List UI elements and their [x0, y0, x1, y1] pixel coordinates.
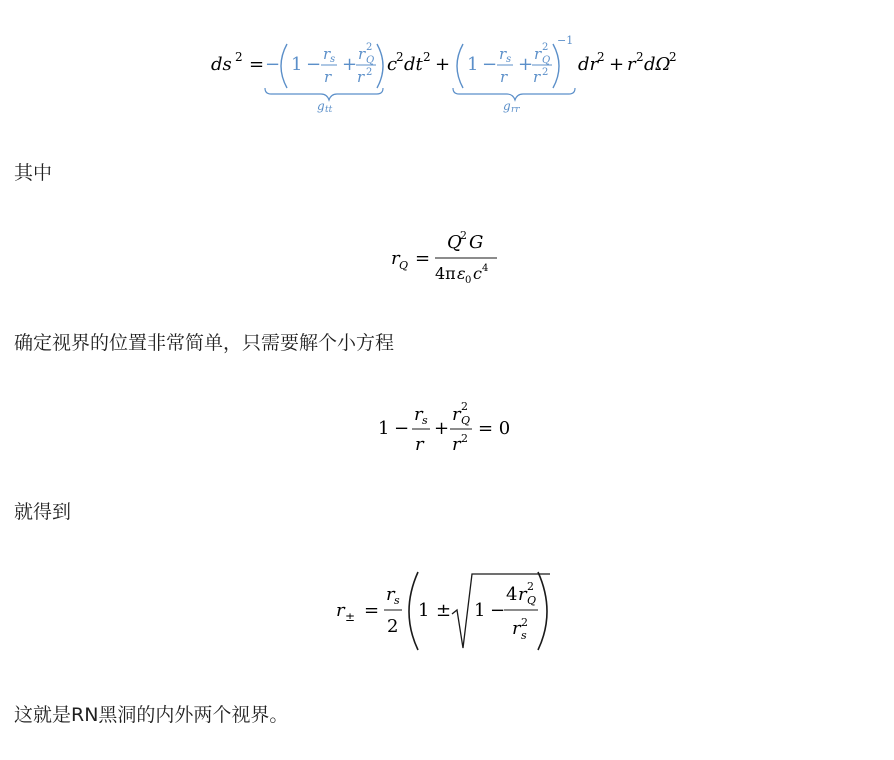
math-symbol: 2	[366, 67, 373, 78]
math-symbol: 2	[527, 580, 534, 593]
math-symbol: +	[434, 418, 450, 439]
math-symbol: r	[452, 434, 461, 455]
bracket	[281, 44, 287, 88]
math-symbol: 2	[460, 229, 467, 242]
paragraph-conclusion: 这就是RN黑洞的内外两个视界。	[14, 704, 289, 726]
math-symbol: r	[323, 45, 331, 63]
math-symbol: r	[499, 45, 507, 63]
math-symbol: 2	[597, 50, 605, 64]
math-symbol: r	[512, 618, 521, 639]
math-symbol: dr	[578, 54, 599, 75]
math-symbol: s	[422, 414, 428, 427]
math-symbol: = 0	[478, 418, 511, 439]
math-symbol: +	[609, 54, 625, 75]
math-symbol: 0	[465, 275, 472, 286]
math-symbol: r	[336, 600, 345, 621]
math-symbol: G	[469, 232, 484, 253]
math-symbol: s	[506, 54, 512, 65]
math-symbol: c	[473, 264, 482, 283]
math-symbol: r	[414, 404, 423, 425]
paragraph-result-intro: 就得到	[14, 501, 72, 523]
math-symbol: 2	[521, 616, 528, 629]
math-symbol: =	[249, 54, 265, 75]
math-symbol: r	[357, 68, 365, 86]
math-symbol: −	[490, 600, 506, 621]
math-symbol: r	[391, 248, 400, 269]
math-symbol: ±	[436, 600, 452, 621]
bracket	[457, 44, 463, 88]
math-symbol: 1	[467, 54, 479, 75]
math-symbol: −	[482, 54, 498, 75]
math-symbol: 2	[461, 432, 468, 445]
math-symbol: ±	[345, 610, 356, 624]
math-symbol: Q	[447, 232, 462, 253]
math-symbol: dt	[404, 54, 423, 75]
math-symbol: 2	[542, 42, 549, 53]
math-symbol: Q	[461, 414, 471, 427]
math-symbol: 4	[506, 584, 518, 605]
bracket	[538, 572, 547, 650]
math-symbol: c	[387, 54, 398, 75]
ds-term: ds	[211, 54, 232, 75]
bracket	[553, 44, 559, 88]
math-symbol: r	[534, 45, 542, 63]
math-symbol: r	[386, 584, 395, 605]
paragraph-qizhong: 其中	[14, 162, 53, 184]
math-symbol: −	[306, 54, 322, 75]
math-symbol: ε	[457, 264, 466, 283]
math-symbol: r	[533, 68, 541, 86]
math-symbol: s	[521, 629, 527, 642]
math-symbol: Q	[542, 55, 551, 66]
math-symbol: 2	[387, 616, 399, 637]
math-symbol: rr	[511, 105, 520, 115]
math-symbol: Q	[527, 594, 537, 607]
math-symbol: r	[324, 68, 332, 86]
horizon-equation	[372, 396, 522, 462]
math-symbol: +	[518, 54, 534, 75]
math-symbol: 1	[474, 600, 486, 621]
math-symbol: 2	[636, 50, 644, 64]
math-symbol: s	[330, 54, 336, 65]
grr-underbrace	[453, 88, 575, 100]
math-symbol: s	[394, 594, 400, 607]
math-symbol: r	[358, 45, 366, 63]
bracket	[377, 44, 383, 88]
math-symbol: Q	[366, 55, 375, 66]
math-symbol: 1	[418, 600, 430, 621]
math-symbol: =	[415, 248, 431, 269]
math-symbol: tt	[325, 105, 333, 115]
gtt-label: g	[317, 99, 325, 113]
math-symbol: −	[394, 418, 410, 439]
paragraph-horizon-intro: 确定视界的位置非常简单，只需要解个小方程	[14, 332, 395, 354]
math-symbol: r	[500, 68, 508, 86]
math-symbol: r	[518, 584, 527, 605]
math-symbol: 2	[396, 50, 404, 64]
math-symbol: 1	[378, 418, 390, 439]
math-symbol: 2	[366, 42, 373, 53]
math-symbol: 1	[291, 54, 303, 75]
math-symbol: r	[627, 54, 636, 75]
metric-equation	[205, 28, 685, 118]
math-symbol: 2	[542, 67, 549, 78]
math-symbol: 2	[669, 50, 677, 64]
solution-equation	[330, 566, 560, 656]
math-symbol: Q	[399, 259, 409, 272]
math-symbol: r	[452, 404, 461, 425]
math-symbol: +	[342, 54, 358, 75]
math-symbol: 2	[461, 400, 468, 413]
math-symbol: dΩ	[644, 54, 671, 75]
math-symbol: =	[364, 600, 380, 621]
math-symbol: −1	[557, 34, 574, 47]
math-symbol: +	[435, 54, 451, 75]
math-symbol: 4	[482, 263, 489, 274]
math-symbol: 2	[423, 50, 431, 64]
math-symbol: −	[265, 54, 281, 75]
rq-definition-equation	[385, 224, 515, 290]
math-symbol: r	[415, 434, 424, 455]
grr-label: g	[503, 99, 511, 113]
bracket	[409, 572, 418, 650]
math-symbol: 2	[235, 50, 243, 64]
math-symbol: 4π	[435, 264, 456, 283]
